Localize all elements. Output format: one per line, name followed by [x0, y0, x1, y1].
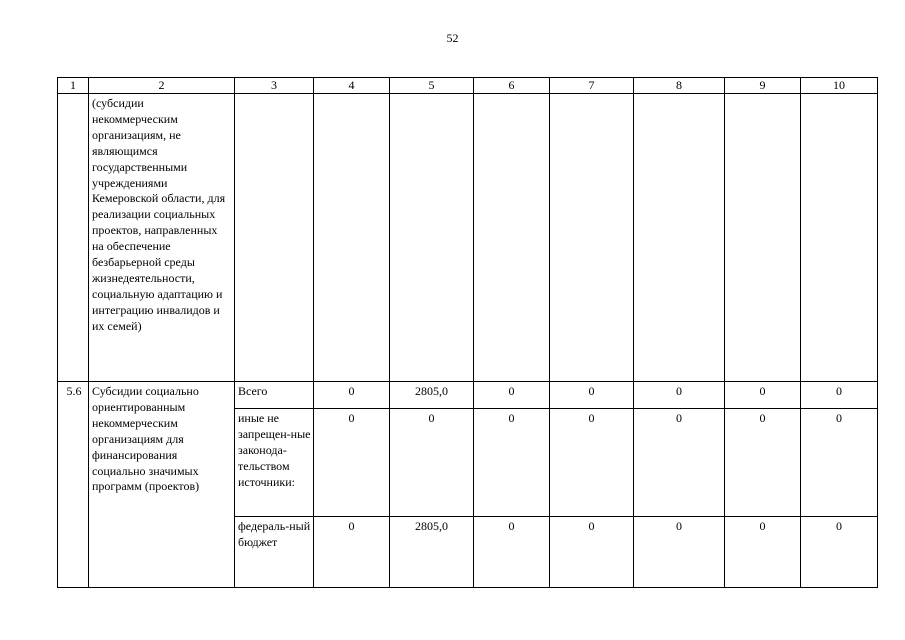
header-cell: 10	[801, 78, 878, 94]
funding-source: федераль-ный бюджет	[235, 517, 314, 588]
continuation-row	[58, 94, 878, 382]
value-cell: 0	[474, 409, 550, 517]
header-cell: 9	[725, 78, 801, 94]
value-cell: 0	[314, 409, 390, 517]
value-cell: 0	[550, 409, 634, 517]
header-cell: 4	[314, 78, 390, 94]
funding-source: Всего	[235, 382, 314, 409]
value-cell: 0	[550, 517, 634, 588]
header-cell: 3	[235, 78, 314, 94]
value-cell: 2805,0	[390, 517, 474, 588]
value-cell: 0	[314, 517, 390, 588]
funding-source: иные не запрещен-ные законода-тельством источники:	[235, 409, 314, 517]
header-cell: 7	[550, 78, 634, 94]
header-cell: 1	[58, 78, 89, 94]
value-cell: 0	[725, 409, 801, 517]
value-cell: 0	[634, 409, 725, 517]
table-row	[58, 382, 878, 409]
header-row	[58, 78, 878, 94]
item-number: 5.6	[58, 382, 89, 588]
page-number: 52	[446, 31, 459, 45]
header-cell: 6	[474, 78, 550, 94]
header-cell: 5	[390, 78, 474, 94]
header-cell: 2	[89, 78, 235, 94]
value-cell: 0	[725, 382, 801, 409]
value-cell: 0	[725, 517, 801, 588]
header-cell: 8	[634, 78, 725, 94]
continuation-text: (субсидии некоммерческим организациям, не являющимся государственными учреждениями Кемеровской области, для реализации социальных проектов, направленных на обеспечение безбарьерной среды жизнедеятельности, социальную адаптацию и интеграцию инвалидов и их семей)	[89, 94, 235, 382]
value-cell: 0	[634, 517, 725, 588]
value-cell: 0	[474, 517, 550, 588]
value-cell: 0	[634, 382, 725, 409]
value-cell: 0	[314, 382, 390, 409]
value-cell: 0	[550, 382, 634, 409]
value-cell: 0	[390, 409, 474, 517]
value-cell: 0	[801, 517, 878, 588]
value-cell: 0	[801, 382, 878, 409]
value-cell: 2805,0	[390, 382, 474, 409]
item-name: Субсидии социально ориентированным некоммерческим организациям для финансирования социально значимых программ (проектов)	[89, 382, 235, 588]
value-cell: 0	[801, 409, 878, 517]
budget-table	[57, 77, 878, 588]
value-cell: 0	[474, 382, 550, 409]
